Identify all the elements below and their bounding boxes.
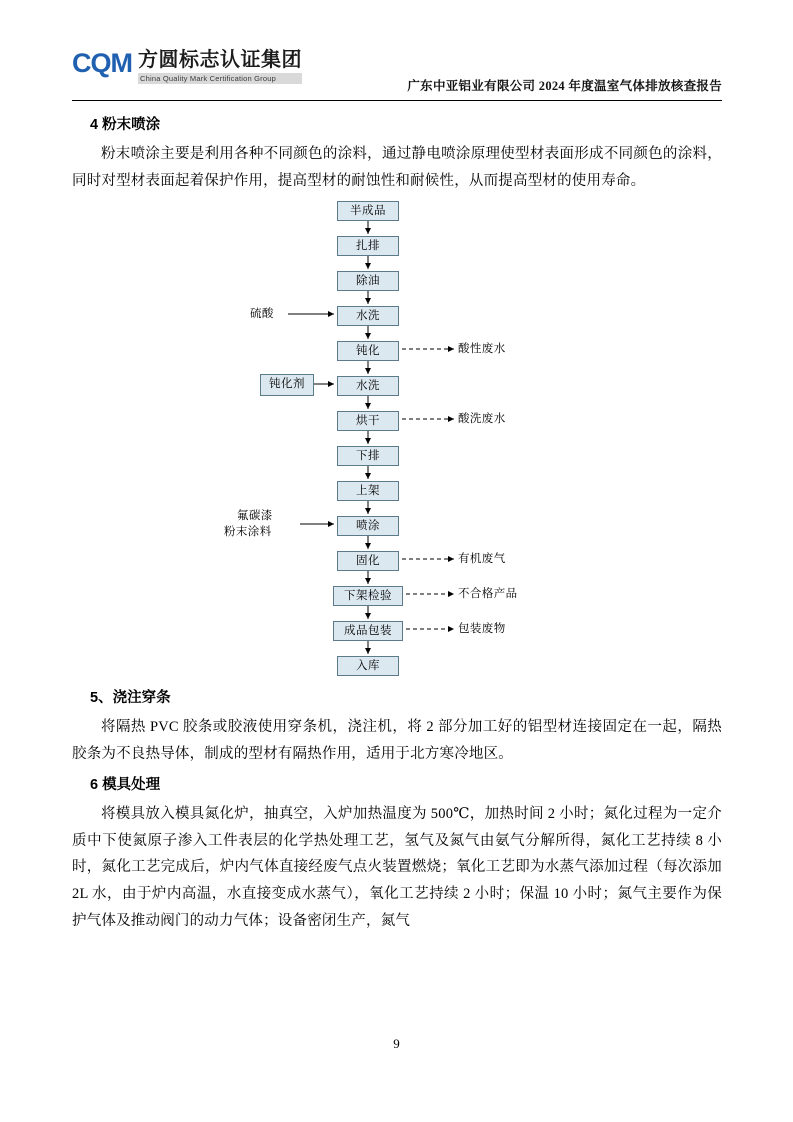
header-divider <box>72 100 722 101</box>
logo <box>72 50 302 84</box>
flow-node-spraying: 喷涂 <box>337 516 399 536</box>
logo-mark: CQM <box>72 48 132 78</box>
paragraph-mold-treatment: 将模具放入模具氮化炉，抽真空，入炉加热温度为 500℃，加热时间 2 小时；氮化过程为一定介质中下使氮原子渗入工件表层的化学热处理工艺，氢气及氮气由氨气分解所得，氮化工艺持续 8 小时，氮化工艺完成后，炉内气体直接经废气点火装置燃烧；氧化工艺即为水蒸气添加过程（每次添加 2L 水，由于炉内高温，水直接变成水蒸气），氧化工艺持续 2 小时；保温 10 小时；氮气主要作为保护气体及推动阀门的动力气体；设备密闭生产，氮气 <box>72 805 722 930</box>
flow-input-fluorocarbon-paint: 氟碳漆 <box>237 509 273 522</box>
flow-node-degreasing: 除油 <box>337 271 399 291</box>
flow-output-pickling-wastewater: 酸洗废水 <box>458 412 506 425</box>
flow-input-sulfuric-acid: 硫酸 <box>250 307 274 320</box>
flow-node-loading: 上架 <box>337 481 399 501</box>
page-number: 9 <box>393 1036 400 1051</box>
page-content <box>72 108 722 937</box>
logo-company-cn: 方圆标志认证集团 <box>138 49 302 71</box>
flow-node-warehouse: 入库 <box>337 656 399 676</box>
flow-node-unbundling: 下排 <box>337 446 399 466</box>
section-heading-pouring-threading: 5、浇注穿条 <box>90 689 171 706</box>
flow-input-passivating-agent: 钝化剂 <box>260 374 314 396</box>
page-header <box>72 50 722 100</box>
header-document-title: 广东中亚铝业有限公司 2024 年度温室气体排放核查报告 <box>407 79 722 93</box>
logo-company-en: China Quality Mark Certification Group <box>138 73 302 84</box>
flow-node-inspection: 下架检验 <box>333 586 403 606</box>
section-heading-mold-treatment: 6 模具处理 <box>90 776 161 793</box>
paragraph-powder-coating: 粉末喷涂主要是利用各种不同颜色的涂料，通过静电喷涂原理使型材表面形成不同颜色的涂料，同时对型材表面起着保护作用，提高型材的耐蚀性和耐候性，从而提高型材的使用寿命。 <box>72 146 722 189</box>
flow-node-packaging: 成品包装 <box>333 621 403 641</box>
flow-node-rinse-2: 水洗 <box>337 376 399 396</box>
flow-output-defective-products: 不合格产品 <box>458 587 518 600</box>
flow-output-packaging-waste: 包装废物 <box>458 622 506 635</box>
page-footer <box>0 1036 793 1052</box>
flow-node-bundling: 扎排 <box>337 236 399 256</box>
process-flowchart <box>72 201 722 681</box>
flow-node-semifinished: 半成品 <box>337 201 399 221</box>
flow-node-passivation: 钝化 <box>337 341 399 361</box>
logo-text <box>138 50 302 84</box>
flow-node-drying: 烘干 <box>337 411 399 431</box>
section-heading-powder-coating: 4 粉末喷涂 <box>90 117 161 133</box>
flow-node-rinse-1: 水洗 <box>337 306 399 326</box>
flow-output-organic-waste-gas: 有机废气 <box>458 552 506 565</box>
paragraph-pouring-threading: 将隔热 PVC 胶条或胶液使用穿条机，浇注机，将 2 部分加工好的铝型材连接固定在一起，隔热胶条为不良热导体，制成的型材有隔热作用，适用于北方寒冷地区。 <box>72 719 722 762</box>
flow-output-acidic-wastewater: 酸性废水 <box>458 342 506 355</box>
flow-input-powder-coating-material: 粉末涂料 <box>224 525 272 538</box>
flow-node-curing: 固化 <box>337 551 399 571</box>
